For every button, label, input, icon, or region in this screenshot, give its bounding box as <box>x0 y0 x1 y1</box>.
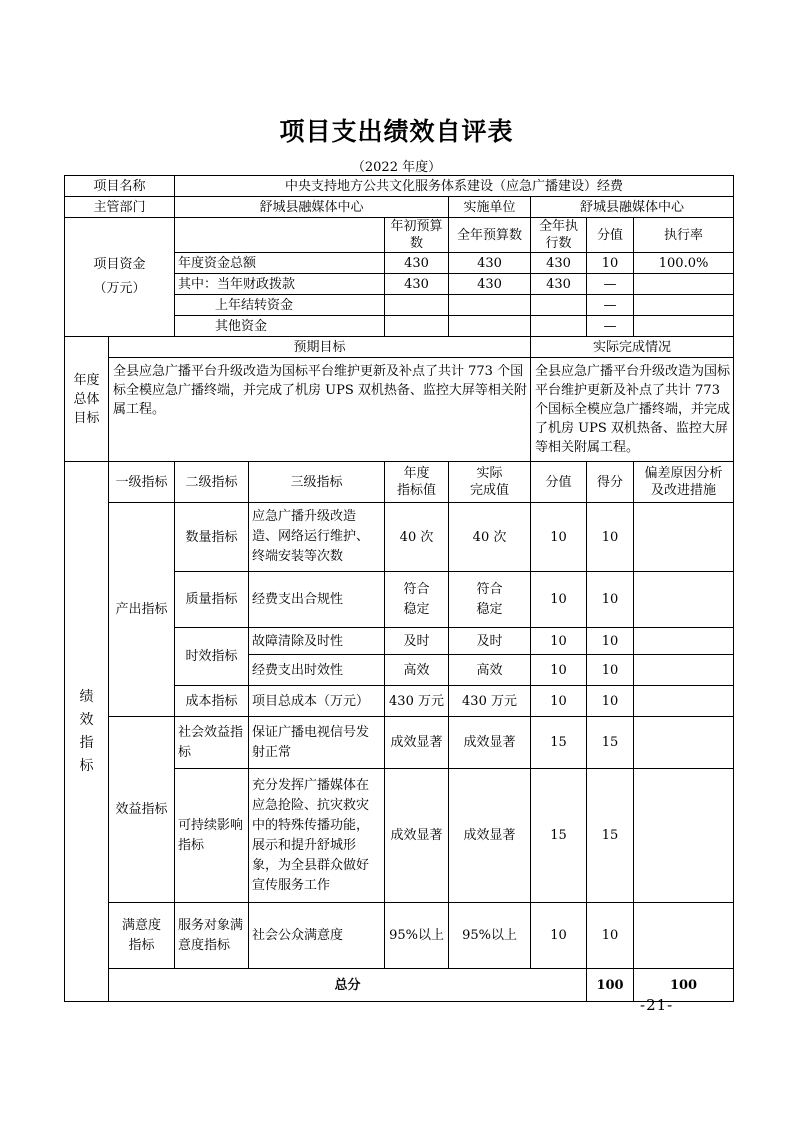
header-analysis-line1: 偏差原因分析 <box>644 466 723 481</box>
funds-row-annual: 430 <box>449 274 531 295</box>
analysis-cell <box>634 769 734 903</box>
level2-cell: 成本指标 <box>175 686 249 717</box>
goals-label-line3: 目标 <box>73 410 100 426</box>
score-value-cell: 10 <box>531 903 587 969</box>
funds-row-rate: 100.0% <box>634 253 734 274</box>
actual-cell: 及时 <box>449 628 531 655</box>
header-score: 得分 <box>587 462 634 503</box>
header-analysis-line2: 及改进措施 <box>651 483 717 498</box>
expected-goal-header: 预期目标 <box>109 337 531 358</box>
actual-cell: 符合稳定 <box>449 572 531 628</box>
project-name-label: 项目名称 <box>65 176 175 197</box>
level3-cell: 充分发挥广播媒体在应急抢险、抗灾救灾中的特殊传播功能，展示和提升舒城形象，为全县群众做好宣传服务工作 <box>249 769 385 903</box>
level3-cell: 经费支出合规性 <box>249 572 385 628</box>
analysis-cell <box>634 572 734 628</box>
level3-cell: 保证广播电视信号发射正常 <box>249 717 385 769</box>
funds-row-initial: 430 <box>385 253 449 274</box>
funds-header-blank <box>175 218 385 253</box>
level3-cell: 故障清除及时性 <box>249 628 385 655</box>
level2-cell: 质量指标 <box>175 572 249 628</box>
level3-cell: 经费支出时效性 <box>249 655 385 686</box>
actual-cell: 高效 <box>449 655 531 686</box>
goals-label-line2: 总体 <box>73 391 100 407</box>
funds-label-line2: （万元） <box>93 281 146 296</box>
level3-cell: 项目总成本（万元） <box>249 686 385 717</box>
level2-cell: 服务对象满意度指标 <box>175 903 249 969</box>
analysis-cell <box>634 686 734 717</box>
score-cell: 15 <box>587 769 634 903</box>
actual-cell: 成效显著 <box>449 769 531 903</box>
header-actual <box>449 462 531 503</box>
analysis-cell <box>634 628 734 655</box>
score-cell: 10 <box>587 903 634 969</box>
dept-value: 舒城县融媒体中心 <box>175 197 449 218</box>
performance-table <box>64 175 734 1002</box>
funds-header-annual: 全年预算数 <box>449 218 531 253</box>
funds-row-executed: 430 <box>531 274 587 295</box>
indicators-section-label <box>65 462 109 1002</box>
page-title: 项目支出绩效自评表 <box>279 117 514 146</box>
target-cell: 430 万元 <box>385 686 449 717</box>
funds-row-executed: 430 <box>531 253 587 274</box>
funds-label <box>65 218 175 337</box>
indicators-char: 绩 <box>79 688 94 705</box>
funds-row-annual: 430 <box>449 253 531 274</box>
expected-goal-text: 全县应急广播平台升级改造为国标平台维护更新及补点了共计 773 个国标全模应急广播终端，并完成了机房 UPS 双机热备、监控大屏等相关附属工程。 <box>109 358 531 462</box>
funds-row-name: 上年结转资金 <box>175 295 385 316</box>
actual-cell: 40 次 <box>449 503 531 572</box>
target-cell: 高效 <box>385 655 449 686</box>
analysis-cell <box>634 503 734 572</box>
score-value-cell: 10 <box>531 572 587 628</box>
funds-row-name: 其他资金 <box>175 316 385 337</box>
funds-label-line1: 项目资金 <box>93 257 146 272</box>
total-score: 100 <box>634 969 734 1002</box>
funds-row-score-value: — <box>587 274 634 295</box>
indicators-char: 指 <box>79 734 94 751</box>
year-note: （2022 年度） <box>351 160 442 175</box>
funds-row-score-value: — <box>587 295 634 316</box>
indicator-row <box>65 717 734 769</box>
funds-row-rate <box>634 295 734 316</box>
analysis-cell <box>634 903 734 969</box>
target-cell: 符合稳定 <box>385 572 449 628</box>
unit-label: 实施单位 <box>449 197 531 218</box>
level2-cell: 可持续影响指标 <box>175 769 249 903</box>
goals-label-line1: 年度 <box>73 372 100 388</box>
score-cell: 10 <box>587 503 634 572</box>
header-target <box>385 462 449 503</box>
level3-cell: 应急广播升级改造造、网络运行维护、终端安装等次数 <box>249 503 385 572</box>
header-score-value: 分值 <box>531 462 587 503</box>
score-value-cell: 15 <box>531 769 587 903</box>
target-cell: 95%以上 <box>385 903 449 969</box>
funds-row-initial <box>385 316 449 337</box>
funds-row-initial: 430 <box>385 274 449 295</box>
funds-row-annual <box>449 295 531 316</box>
header-level1: 一级指标 <box>109 462 175 503</box>
actual-goal-text: 全县应急广播平台升级改造为国标平台维护更新及补点了共计 773 个国标全模应急广播终端，并完成了机房 UPS 双机热备、监控大屏等相关附属工程。 <box>531 358 734 462</box>
header-target-line2: 指标值 <box>397 483 437 498</box>
indicator-row <box>65 503 734 572</box>
page-number: -21- <box>640 996 674 1014</box>
project-name-value: 中央支持地方公共文化服务体系建设（应急广播建设）经费 <box>175 176 734 197</box>
score-value-cell: 15 <box>531 717 587 769</box>
total-label: 总分 <box>109 969 587 1002</box>
actual-cell: 95%以上 <box>449 903 531 969</box>
target-cell: 40 次 <box>385 503 449 572</box>
level2-cell: 社会效益指标 <box>175 717 249 769</box>
actual-goal-header: 实际完成情况 <box>531 337 734 358</box>
indicators-char: 效 <box>79 711 94 728</box>
score-cell: 10 <box>587 655 634 686</box>
funds-header-rate: 执行率 <box>634 218 734 253</box>
funds-row-name: 年度资金总额 <box>175 253 385 274</box>
funds-header-score-value: 分值 <box>587 218 634 253</box>
dept-label: 主管部门 <box>65 197 175 218</box>
funds-row-executed <box>531 295 587 316</box>
funds-row-initial <box>385 295 449 316</box>
level2-cell: 数量指标 <box>175 503 249 572</box>
funds-row-score-value: — <box>587 316 634 337</box>
target-cell: 成效显著 <box>385 717 449 769</box>
header-level3: 三级指标 <box>249 462 385 503</box>
funds-row-annual <box>449 316 531 337</box>
level1-satisfaction: 满意度指标 <box>109 903 175 969</box>
level1-benefit: 效益指标 <box>109 717 175 903</box>
header-level2: 二级指标 <box>175 462 249 503</box>
target-cell: 成效显著 <box>385 769 449 903</box>
funds-row-rate <box>634 274 734 295</box>
indicators-char: 标 <box>79 757 94 774</box>
funds-header-executed: 全年执行数 <box>531 218 587 253</box>
level3-cell: 社会公众满意度 <box>249 903 385 969</box>
score-cell: 10 <box>587 628 634 655</box>
score-cell: 10 <box>587 572 634 628</box>
unit-value: 舒城县融媒体中心 <box>531 197 734 218</box>
analysis-cell <box>634 717 734 769</box>
score-value-cell: 10 <box>531 628 587 655</box>
goals-label <box>65 337 109 462</box>
actual-cell: 430 万元 <box>449 686 531 717</box>
indicator-row <box>65 903 734 969</box>
level2-cell: 时效指标 <box>175 628 249 686</box>
header-target-line1: 年度 <box>403 466 430 481</box>
funds-row-executed <box>531 316 587 337</box>
funds-row-rate <box>634 316 734 337</box>
funds-row-score-value: 10 <box>587 253 634 274</box>
score-value-cell: 10 <box>531 686 587 717</box>
funds-header-initial: 年初预算数 <box>385 218 449 253</box>
score-value-cell: 10 <box>531 503 587 572</box>
header-actual-line1: 实际 <box>476 466 503 481</box>
score-cell: 15 <box>587 717 634 769</box>
target-cell: 及时 <box>385 628 449 655</box>
header-analysis <box>634 462 734 503</box>
level1-output: 产出指标 <box>109 503 175 717</box>
total-score-value: 100 <box>587 969 634 1002</box>
score-value-cell: 10 <box>531 655 587 686</box>
header-actual-line2: 完成值 <box>470 483 510 498</box>
analysis-cell <box>634 655 734 686</box>
actual-cell: 成效显著 <box>449 717 531 769</box>
score-cell: 10 <box>587 686 634 717</box>
funds-row-name: 其中：当年财政拨款 <box>175 274 385 295</box>
